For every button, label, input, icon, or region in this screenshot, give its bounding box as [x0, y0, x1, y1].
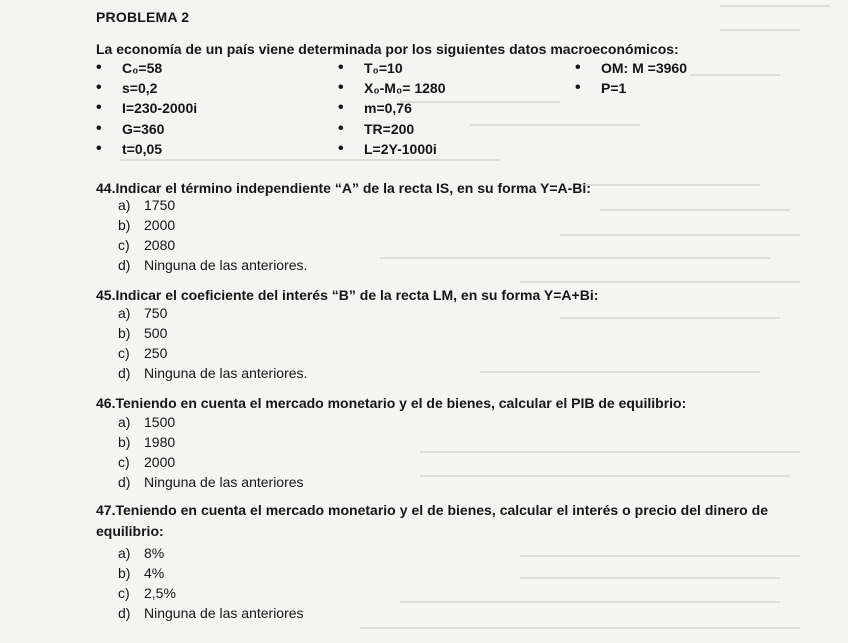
option-letter: a) — [118, 305, 131, 321]
data-item: • t=0,05 — [96, 139, 197, 159]
option-text: Ninguna de las anteriores — [144, 474, 304, 490]
question-number: 44. — [96, 180, 116, 196]
data-item: • L=2Y-1000i — [338, 139, 446, 159]
option-text: 2080 — [144, 237, 176, 253]
option-letter: d) — [118, 474, 131, 490]
data-column-2 — [338, 58, 446, 159]
question-45-options — [118, 303, 307, 383]
question-44-options — [118, 195, 307, 275]
data-item: • m=0,76 — [338, 98, 446, 118]
question-text: Teniendo en cuenta el mercado monetario y el de bienes, calcular el interés o precio del dinero de equilibrio: — [96, 502, 768, 539]
problem-intro: La economía de un país viene determinada por los siguientes datos macroeconómicos: — [96, 41, 679, 57]
option-text: Ninguna de las anteriores. — [144, 257, 308, 273]
answer-option — [118, 472, 304, 492]
option-letter: c) — [118, 237, 130, 253]
option-letter: a) — [118, 545, 131, 561]
answer-option — [118, 563, 304, 583]
option-text: Ninguna de las anteriores. — [144, 365, 308, 381]
question-text: Indicar el término independiente “A” de la recta IS, en su forma Y=A-Bi: — [115, 180, 591, 196]
option-text: 8% — [144, 545, 165, 561]
data-item: • TR=200 — [338, 119, 446, 139]
data-column-1 — [96, 58, 197, 159]
question-44 — [96, 180, 591, 196]
question-number: 45. — [96, 287, 116, 303]
option-letter: c) — [118, 585, 130, 601]
answer-option — [118, 432, 304, 452]
question-46-options — [118, 412, 304, 492]
option-letter: a) — [118, 414, 131, 430]
option-letter: b) — [118, 434, 131, 450]
option-text: 1750 — [144, 197, 176, 213]
problem-title: PROBLEMA 2 — [96, 9, 190, 25]
answer-option — [118, 303, 307, 323]
answer-option — [118, 363, 307, 383]
data-item: • G=360 — [96, 119, 197, 139]
data-item: • I=230-2000i — [96, 98, 197, 118]
option-text: Ninguna de las anteriores — [144, 605, 304, 621]
data-item: • T₀=10 — [338, 58, 446, 78]
answer-option — [118, 543, 304, 563]
data-item: • X₀-M₀= 1280 — [338, 78, 446, 98]
data-item: • s=0,2 — [96, 78, 197, 98]
answer-option — [118, 603, 304, 623]
option-letter: b) — [118, 325, 131, 341]
data-column-3 — [575, 58, 687, 98]
option-letter: b) — [118, 565, 131, 581]
option-letter: c) — [118, 454, 130, 470]
question-number: 47. — [96, 502, 116, 518]
question-text: Indicar el coeficiente del interés “B” de la recta LM, en su forma Y=A+Bi: — [115, 287, 599, 303]
option-text: 500 — [144, 325, 168, 341]
answer-option — [118, 412, 304, 432]
option-text: 2000 — [144, 217, 176, 233]
option-text: 250 — [144, 345, 168, 361]
answer-option — [118, 323, 307, 343]
option-text: 2,5% — [144, 585, 176, 601]
option-letter: b) — [118, 217, 131, 233]
data-item: • C₀=58 — [96, 58, 197, 78]
answer-option — [118, 195, 307, 215]
question-46 — [96, 395, 686, 411]
option-letter: d) — [118, 257, 131, 273]
answer-option — [118, 583, 304, 603]
answer-option — [118, 215, 307, 235]
option-letter: d) — [118, 605, 131, 621]
option-letter: a) — [118, 197, 131, 213]
question-47-options — [118, 543, 304, 623]
data-item: • OM: M =3960 — [575, 58, 687, 78]
data-item: • P=1 — [575, 78, 687, 98]
answer-option — [118, 235, 307, 255]
answer-option — [118, 452, 304, 472]
option-text: 2000 — [144, 454, 176, 470]
answer-option — [118, 343, 307, 363]
question-47 — [96, 500, 768, 542]
option-letter: d) — [118, 365, 131, 381]
question-45 — [96, 287, 598, 303]
option-text: 1500 — [144, 414, 176, 430]
option-text: 4% — [144, 565, 165, 581]
option-text: 750 — [144, 305, 168, 321]
question-text: Teniendo en cuenta el mercado monetario y el de bienes, calcular el PIB de equilibrio: — [115, 395, 687, 411]
answer-option — [118, 255, 307, 275]
question-number: 46. — [96, 395, 116, 411]
option-text: 1980 — [144, 434, 176, 450]
option-letter: c) — [118, 345, 130, 361]
